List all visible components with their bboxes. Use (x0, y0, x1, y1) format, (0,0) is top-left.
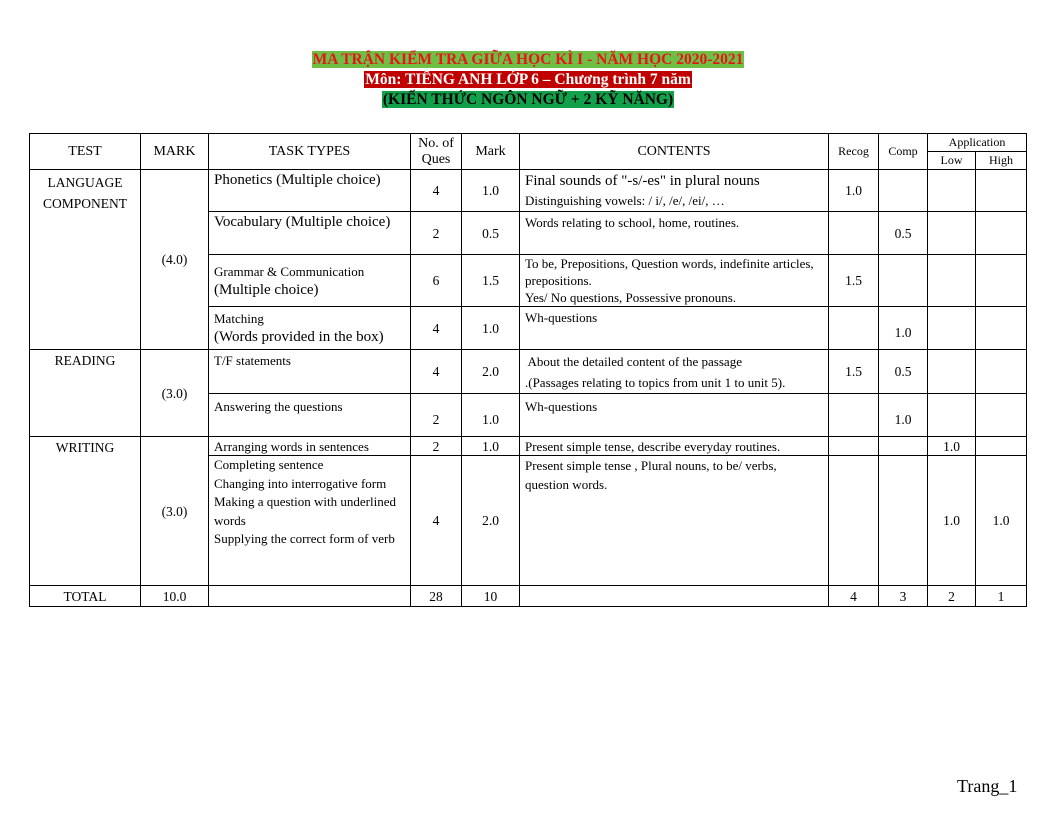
test-matrix-table (29, 133, 1027, 607)
recog-cell (829, 437, 879, 456)
content-cell: To be, Prepositions, Question words, indefinite articles, prepositions. Yes/ No questions, Possessive pronouns. (520, 255, 829, 307)
task-line: (Words provided in the box) (214, 329, 384, 345)
high-cell (976, 170, 1027, 212)
header-row (30, 134, 1027, 152)
content-line: Distinguishing vowels: / i/, /e/, /ei/, … (525, 192, 725, 208)
ques-cell: 4 (411, 456, 462, 586)
header-comp: Comp (879, 134, 928, 170)
page-number: Trang_1 (957, 776, 1018, 796)
task-line: Grammar & Communication (214, 263, 365, 279)
header-mark: MARK (141, 134, 209, 170)
ques-cell: 2 (411, 394, 462, 437)
title-line-1: MA TRẬN KIỂM TRA GIỮA HỌC KÌ I - NĂM HỌC 2020-2021 (312, 51, 744, 68)
recog-cell (829, 456, 879, 586)
high-cell: 1.0 (976, 456, 1027, 586)
content-cell: Present simple tense , Plural nouns, to be/ verbs, question words. (520, 456, 829, 586)
total-label: TOTAL (30, 586, 141, 607)
ques-cell: 4 (411, 307, 462, 350)
total-high: 1 (976, 586, 1027, 607)
header-recog: Recog (829, 134, 879, 170)
table-row (30, 350, 1027, 394)
comp-cell: 0.5 (879, 212, 928, 255)
header-low: Low (928, 152, 976, 170)
task-cell: T/F statements (209, 350, 411, 394)
low-cell (928, 212, 976, 255)
high-cell (976, 212, 1027, 255)
mark-cell: 0.5 (462, 212, 520, 255)
content-line: .(Passages relating to topics from unit 1 to unit 5). (525, 374, 786, 390)
total-task-empty (209, 586, 411, 607)
total-mark-2: 10 (462, 586, 520, 607)
task-cell: Arranging words in sentences (209, 437, 411, 456)
header-application: Application (928, 134, 1027, 152)
comp-cell (879, 255, 928, 307)
recog-cell: 1.0 (829, 170, 879, 212)
mark-cell: 1.0 (462, 307, 520, 350)
content-line: About the detailed content of the passage (525, 353, 742, 369)
total-low: 2 (928, 586, 976, 607)
header-contents: CONTENTS (520, 134, 829, 170)
total-ques: 28 (411, 586, 462, 607)
low-cell (928, 255, 976, 307)
task-cell: Completing sentence Changing into interrogative form Making a question with underlined words Supplying the correct form of verb (209, 456, 411, 586)
task-cell: Answering the questions (209, 394, 411, 437)
section-reading-mark: (3.0) (141, 350, 209, 437)
total-row (30, 586, 1027, 607)
high-cell (976, 394, 1027, 437)
section-language-name: LANGUAGE COMPONENT (30, 170, 141, 350)
recog-cell: 1.5 (829, 255, 879, 307)
total-mark: 10.0 (141, 586, 209, 607)
mark-cell: 1.5 (462, 255, 520, 307)
header-mark-2: Mark (462, 134, 520, 170)
header-high: High (976, 152, 1027, 170)
mark-cell: 1.0 (462, 394, 520, 437)
mark-cell: 1.0 (462, 437, 520, 456)
task-cell (209, 307, 411, 350)
table-row (30, 170, 1027, 212)
comp-cell: 1.0 (879, 394, 928, 437)
ques-cell: 4 (411, 350, 462, 394)
high-cell (976, 307, 1027, 350)
ques-cell: 4 (411, 170, 462, 212)
recog-cell (829, 394, 879, 437)
task-line: Matching (214, 311, 264, 326)
title-line-3: (KIẾN THỨC NGÔN NGỮ + 2 KỸ NĂNG) (382, 91, 674, 108)
total-recog: 4 (829, 586, 879, 607)
content-cell (520, 350, 829, 394)
content-cell: Wh-questions (520, 394, 829, 437)
high-cell (976, 437, 1027, 456)
comp-cell (879, 456, 928, 586)
high-cell (976, 350, 1027, 394)
mark-cell: 1.0 (462, 170, 520, 212)
document-title-block (0, 50, 1056, 110)
recog-cell (829, 307, 879, 350)
content-cell (520, 170, 829, 212)
section-reading-name: READING (30, 350, 141, 437)
ques-cell: 2 (411, 212, 462, 255)
low-cell (928, 307, 976, 350)
task-cell: Vocabulary (Multiple choice) (209, 212, 411, 255)
low-cell (928, 170, 976, 212)
low-cell (928, 394, 976, 437)
recog-cell (829, 212, 879, 255)
content-cell: Present simple tense, describe everyday routines. (520, 437, 829, 456)
table-row (30, 437, 1027, 456)
header-no-of-ques: No. of Ques (411, 134, 462, 170)
low-cell (928, 350, 976, 394)
total-comp: 3 (879, 586, 928, 607)
high-cell (976, 255, 1027, 307)
comp-cell (879, 437, 928, 456)
header-test: TEST (30, 134, 141, 170)
recog-cell: 1.5 (829, 350, 879, 394)
task-cell (209, 255, 411, 307)
section-language-mark: (4.0) (141, 170, 209, 350)
section-writing-mark: (3.0) (141, 437, 209, 586)
total-contents-empty (520, 586, 829, 607)
content-cell: Wh-questions (520, 307, 829, 350)
mark-cell: 2.0 (462, 350, 520, 394)
ques-cell: 6 (411, 255, 462, 307)
content-cell: Words relating to school, home, routines. (520, 212, 829, 255)
section-writing-name: WRITING (30, 437, 141, 586)
title-line-2: Môn: TIẾNG ANH LỚP 6 – Chương trình 7 năm (365, 71, 691, 88)
low-cell: 1.0 (928, 437, 976, 456)
comp-cell (879, 170, 928, 212)
task-line: (Multiple choice) (214, 281, 319, 298)
header-task-types: TASK TYPES (209, 134, 411, 170)
mark-cell: 2.0 (462, 456, 520, 586)
low-cell: 1.0 (928, 456, 976, 586)
comp-cell: 0.5 (879, 350, 928, 394)
comp-cell: 1.0 (879, 307, 928, 350)
ques-cell: 2 (411, 437, 462, 456)
task-cell: Phonetics (Multiple choice) (209, 170, 411, 212)
content-line: Final sounds of "-s/-es" in plural nouns (525, 172, 760, 189)
